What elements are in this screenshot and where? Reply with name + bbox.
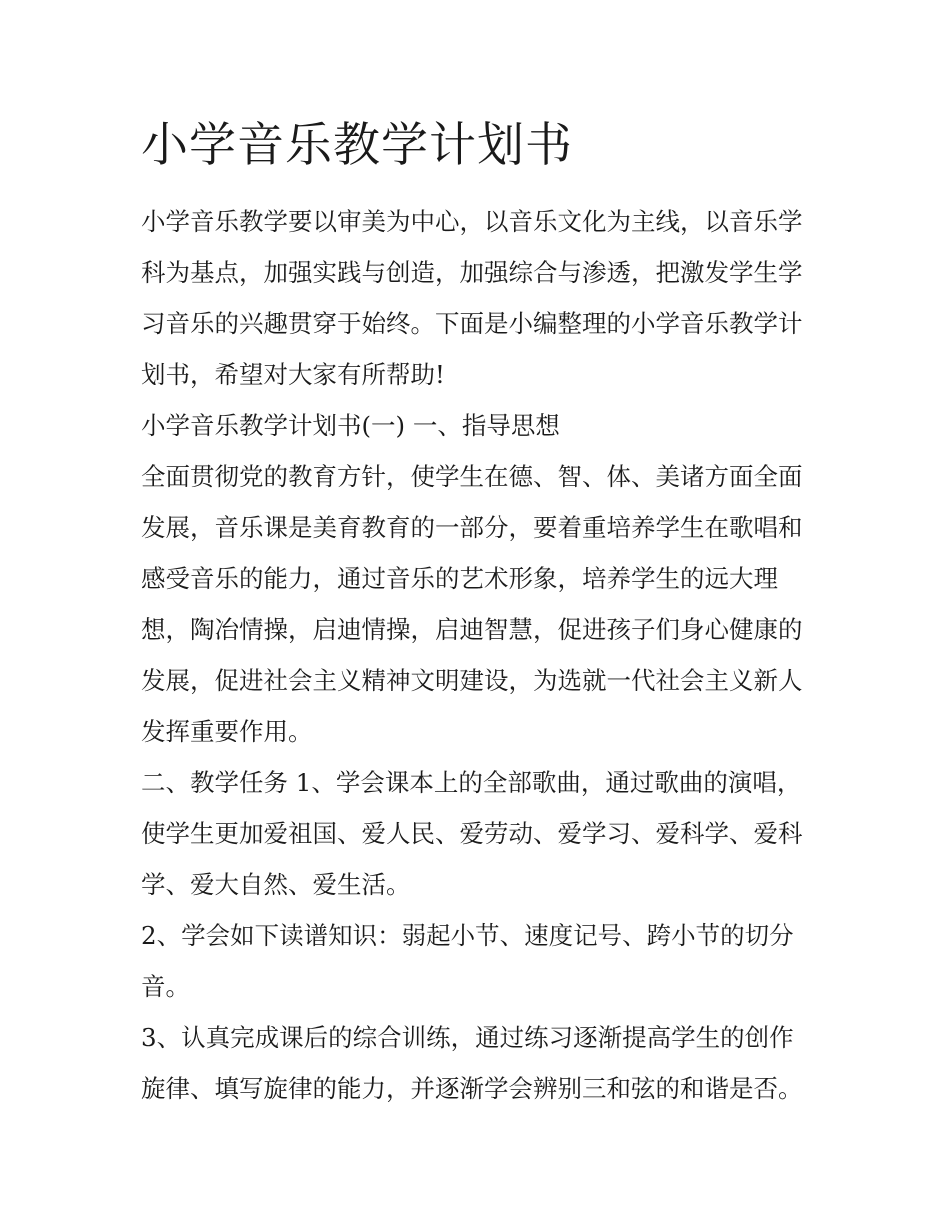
paragraph-line: 习音乐的兴趣贯穿于始终。下面是小编整理的小学音乐教学计	[141, 309, 803, 338]
paragraph-line: 2、学会如下读谱知识：弱起小节、速度记号、跨小节的切分	[141, 921, 794, 950]
paragraph-line: 感受音乐的能力，通过音乐的艺术形象，培养学生的远大理	[141, 564, 778, 593]
document-title: 小学音乐教学计划书	[141, 118, 573, 173]
paragraph-line: 小学音乐教学要以审美为中心，以音乐文化为主线，以音乐学	[141, 207, 803, 236]
paragraph-line: 科为基点，加强实践与创造，加强综合与渗透，把激发学生学	[141, 258, 803, 287]
paragraph-line: 发展，促进社会主义精神文明建设，为选就一代社会主义新人	[141, 666, 803, 695]
paragraph-line: 3、认真完成课后的综合训练，通过练习逐渐提高学生的创作	[141, 1023, 794, 1052]
paragraph-line: 划书，希望对大家有所帮助!	[141, 360, 445, 389]
paragraph-line: 旋律、填写旋律的能力，并逐渐学会辨别三和弦的和谐是否。	[141, 1074, 803, 1103]
paragraph-line: 学、爱大自然、爱生活。	[141, 870, 411, 899]
paragraph-line: 使学生更加爱祖国、爱人民、爱劳动、爱学习、爱科学、爱科	[141, 819, 803, 848]
paragraph-line: 音。	[141, 972, 190, 1001]
paragraph-line: 想，陶冶情操，启迪情操，启迪智慧，促进孩子们身心健康的	[141, 615, 803, 644]
paragraph-line: 二、教学任务 1、学会课本上的全部歌曲，通过歌曲的演唱，	[141, 768, 802, 797]
paragraph-line: 发挥重要作用。	[141, 717, 313, 746]
paragraph-line: 发展，音乐课是美育教育的一部分，要着重培养学生在歌唱和	[141, 513, 803, 542]
paragraph-line: 全面贯彻党的教育方针，使学生在德、智、体、美诸方面全面	[141, 462, 803, 491]
section-heading-line: 小学音乐教学计划书(一) 一、指导思想	[141, 411, 560, 440]
